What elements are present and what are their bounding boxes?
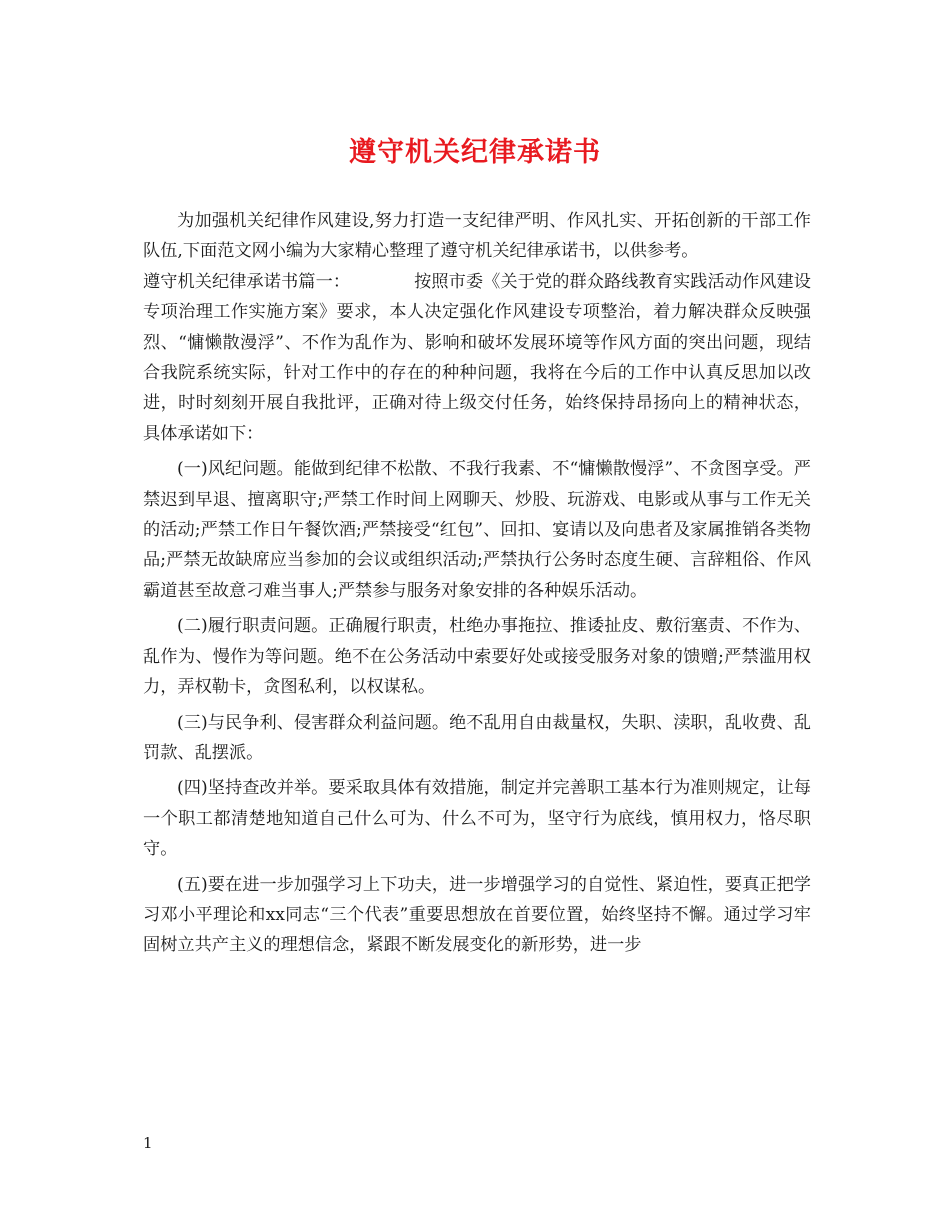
item-paragraph-2: (二)履行职责问题。正确履行职责，杜绝办事拖拉、推诿扯皮、敷衍塞责、不作为、乱作为、慢作为等问题。绝不在公务活动中索要好处或接受服务对象的馈赠;严禁滥用权力，弄权勒卡，贪图私利，以权谋私。 <box>143 616 811 698</box>
chapter-label: 遵守机关纪律承诺书篇一： <box>143 271 351 292</box>
item-paragraph-3: (三)与民争利、侵害群众利益问题。绝不乱用自由裁量权，失职、渎职，乱收费、乱罚款、乱摆派。 <box>143 712 811 763</box>
item-paragraph-1: (一)风纪问题。能做到纪律不松散、不我行我素、不“慵懒散慢浮”、不贪图享受。严禁迟到早退、擅离职守;严禁工作时间上网聊天、炒股、玩游戏、电影或从事与工作无关的活动;严禁工作日午餐饮酒;严禁接受“红包”、回扣、宴请以及向患者及家属推销各类物品;严禁无故缺席应当参加的会议或组织活动;严禁执行公务时态度生硬、言辞粗俗、作风霸道甚至故意刁难当事人;严禁参与服务对象安排的各种娱乐活动。 <box>143 459 811 601</box>
item-paragraph-4: (四)坚持查改并举。要采取具体有效措施，制定并完善职工基本行为准则规定，让每一个职工都清楚地知道自己什么可为、什么不可为，坚守行为底线，慎用权力，恪尽职守。 <box>143 778 811 860</box>
chapter-text: 按照市委《关于党的群众路线教育实践活动作风建设专项治理工作实施方案》要求，本人决定强化作风建设专项整治，着力解决群众反映强烈、“慵懒散漫浮”、不作为乱作为、影响和破坏发展环境等作风方面的突出问题，现结合我院系统实际，针对工作中的存在的种种问题，我将在今后的工作中认真反思加以改进，时时刻刻开展自我批评，正确对待上级交付任务，始终保持昂扬向上的精神状态，具体承诺如下： <box>143 271 811 444</box>
document-body <box>143 206 811 961</box>
item-paragraph-5: (五)要在进一步加强学习上下功夫，进一步增强学习的自觉性、紧迫性，要真正把学习邓小平理论和xx同志“三个代表”重要思想放在首要位置，始终坚持不懈。通过学习牢固树立共产主义的理想信念，紧跟不断发展变化的新形势，进一步 <box>143 874 811 956</box>
page-number: 1 <box>143 1134 153 1152</box>
chapter-paragraph <box>143 267 811 449</box>
page-title: 遵守机关纪律承诺书 <box>349 137 601 168</box>
intro-paragraph: 为加强机关纪律作风建设,努力打造一支纪律严明、作风扎实、开拓创新的干部工作队伍,下面范文网小编为大家精心整理了遵守机关纪律承诺书，以供参考。 <box>143 211 811 262</box>
